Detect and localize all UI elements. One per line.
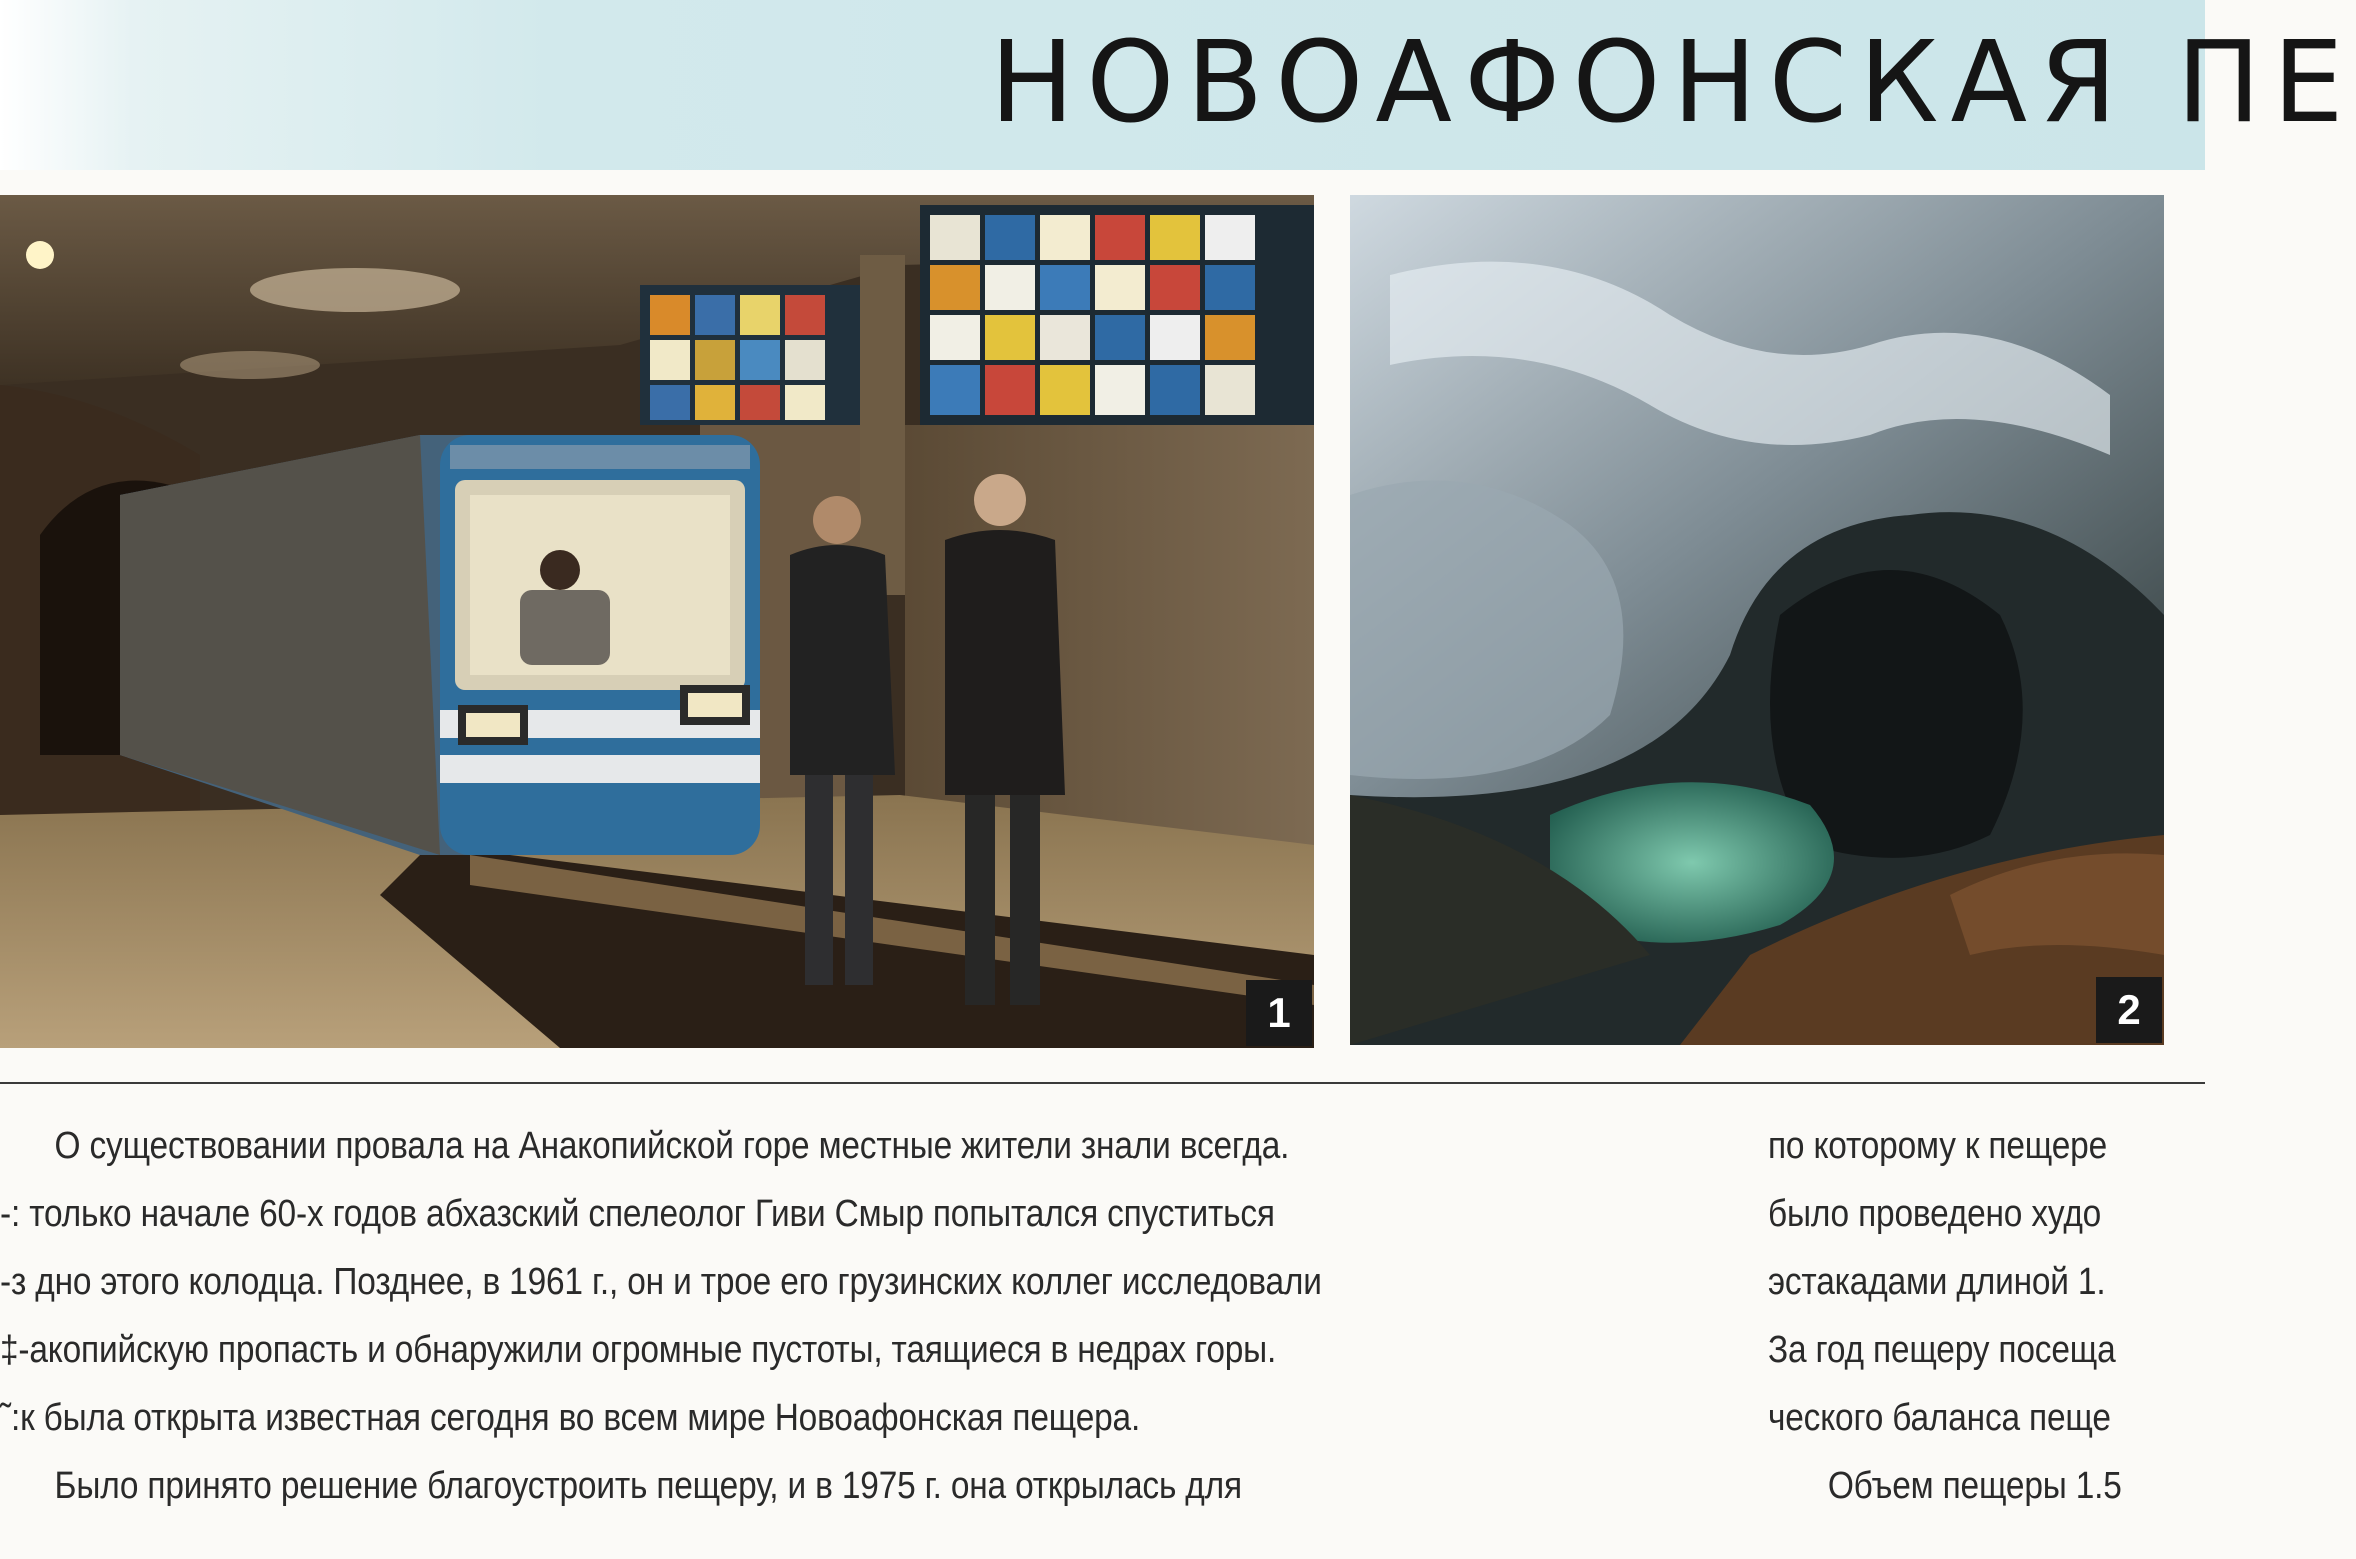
text-line: ческого баланса пеще — [1768, 1397, 2111, 1439]
section-divider — [0, 1082, 2205, 1084]
article-column-1 — [0, 1112, 1705, 1520]
text-line: ˜:к была открыта известная сегодня во всем мире Новоафонская пещера. — [0, 1397, 1141, 1439]
text-line: -: только начале 60-х годов абхазский спелеолог Гиви Смыр попытался спуститься — [0, 1193, 1275, 1235]
article-column-2 — [1768, 1112, 2208, 1520]
photo-number-2: 2 — [2096, 977, 2162, 1043]
text-line: было проведено худо — [1768, 1193, 2102, 1235]
page-title: НОВОАФОНСКАЯ ПЕ — [990, 18, 2356, 148]
photo-number-1: 1 — [1246, 980, 1312, 1046]
metro-train-illustration — [0, 195, 1314, 1048]
cave-illustration — [1350, 195, 2164, 1045]
text-line: Объем пещеры 1.5 — [1827, 1465, 2122, 1507]
text-line: За год пещеру посеща — [1768, 1329, 2116, 1371]
title-band — [0, 0, 2356, 170]
text-line: Было принято решение благоустроить пещеру, и в 1975 г. она открылась для — [54, 1465, 1242, 1507]
text-line: -з дно этого колодца. Позднее, в 1961 г., он и трое его грузинских коллег исследовали — [0, 1261, 1322, 1303]
text-line: эстакадами длиной 1. — [1768, 1261, 2106, 1303]
photo-metro-station — [0, 195, 1314, 1048]
text-line: О существовании провала на Анакопийской горе местные жители знали всегда. — [54, 1125, 1290, 1167]
text-line: по которому к пещере — [1768, 1125, 2108, 1167]
text-line: ‡-акопийскую пропасть и обнаружили огромные пустоты, таящиеся в недрах горы. — [0, 1329, 1277, 1371]
photo-cave-lake — [1350, 195, 2164, 1045]
